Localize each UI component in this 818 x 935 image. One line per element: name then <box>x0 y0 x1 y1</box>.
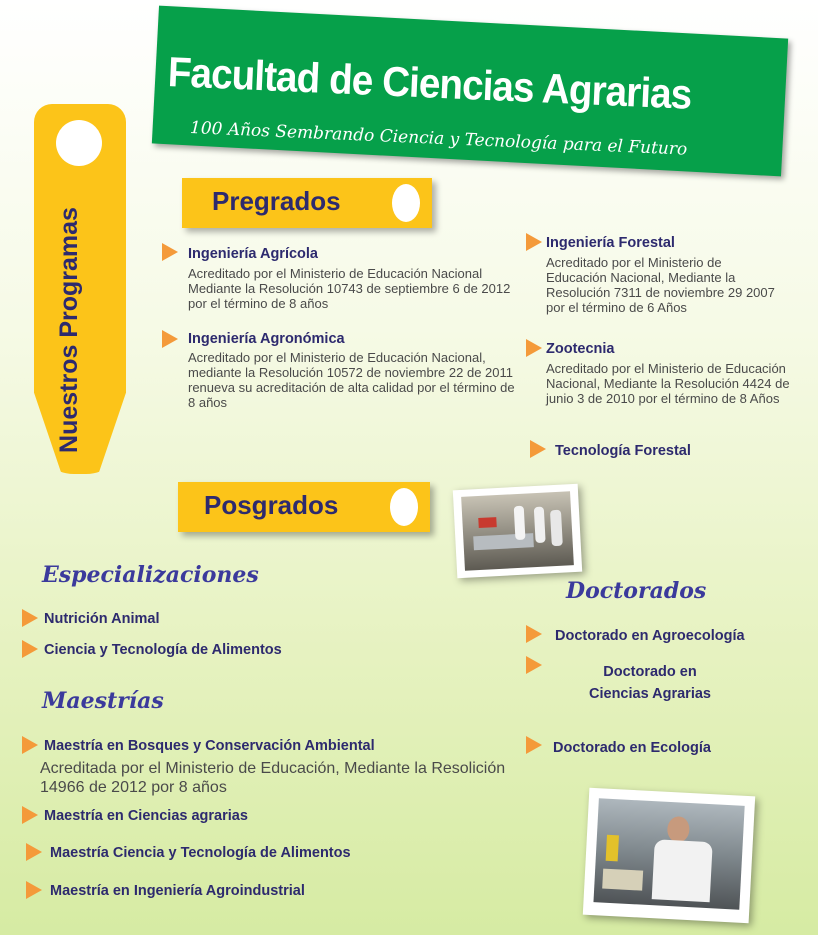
arrow-icon <box>530 440 546 458</box>
arrow-icon <box>22 806 38 824</box>
program-desc: Acreditado por el Ministerio de Educación Nacional, mediante la Resolución 10572 de noviembre 22 de 2011 renueva su acreditación de alta calidad por el término de 8 años <box>188 350 515 410</box>
program-title[interactable]: Ingeniería Forestal <box>546 235 675 251</box>
program-desc: Acreditado por el Ministerio de Educación Nacional, Mediante la Resolución 7311 de noviembre 29 2007 por el término de 6 Años <box>546 255 775 315</box>
arrow-icon <box>162 330 178 348</box>
program-title[interactable]: Maestría en Ciencias agrarias <box>44 808 248 824</box>
arrow-icon <box>26 881 42 899</box>
page-subtitle: 100 Años Sembrando Ciencia y Tecnología para el Futuro <box>189 118 688 160</box>
arrow-icon <box>26 843 42 861</box>
arrow-icon <box>22 736 38 754</box>
tag-circle-icon <box>392 184 420 222</box>
program-title[interactable]: Doctorado en Agroecología <box>555 628 745 644</box>
arrow-icon <box>526 233 542 251</box>
program-title[interactable]: Maestría en Ingeniería Agroindustrial <box>50 883 305 899</box>
program-title[interactable]: Tecnología Forestal <box>555 443 691 459</box>
program-title[interactable]: Ingeniería Agrícola <box>188 246 318 262</box>
ribbon-circle-icon <box>56 120 102 166</box>
program-desc: Acreditado por el Ministerio de Educación Nacional Mediante la Resolución 10743 de septiembre 6 de 2012 por el término de 8 años <box>188 266 511 311</box>
program-desc: Acreditada por el Ministerio de Educación, Mediante la Resolición 14966 de 2012 por 8 años <box>40 760 506 796</box>
especializaciones-heading: Especializaciones <box>42 562 259 588</box>
researcher-photo <box>583 788 755 924</box>
arrow-icon <box>162 243 178 261</box>
program-title[interactable]: Ingeniería Agronómica <box>188 331 345 347</box>
posgrados-heading: Posgrados <box>204 490 339 520</box>
program-title[interactable]: Maestría en Bosques y Conservación Ambiental <box>44 738 375 754</box>
program-desc: Acreditado por el Ministerio de Educación Nacional, Mediante la Resolución 4424 de junio 3 de 2010 por el término de 8 Años <box>546 361 790 406</box>
program-title[interactable]: Ciencia y Tecnología de Alimentos <box>44 642 282 658</box>
ribbon-label: Nuestros Programas <box>55 207 83 453</box>
arrow-icon <box>526 339 542 357</box>
doctorados-heading: Doctorados <box>566 578 707 604</box>
lab-photo <box>453 484 582 578</box>
lab-photo-image <box>461 491 574 571</box>
program-title[interactable]: Doctorado en Ciencias Agrarias <box>589 664 711 702</box>
arrow-icon <box>526 736 542 754</box>
arrow-icon <box>22 609 38 627</box>
tag-circle-icon <box>390 488 418 526</box>
program-title[interactable]: Maestría Ciencia y Tecnología de Alimentos <box>50 845 351 861</box>
program-title[interactable]: Zootecnia <box>546 341 615 357</box>
arrow-icon <box>526 625 542 643</box>
program-title[interactable]: Doctorado en Ecología <box>553 740 711 756</box>
page-title: Facultad de Ciencias Agrarias <box>166 48 693 118</box>
arrow-icon <box>526 656 542 674</box>
maestrias-heading: Maestrías <box>42 688 164 714</box>
program-title[interactable]: Nutrición Animal <box>44 611 160 627</box>
pregrados-heading: Pregrados <box>212 186 341 216</box>
researcher-photo-image <box>593 798 744 909</box>
arrow-icon <box>22 640 38 658</box>
